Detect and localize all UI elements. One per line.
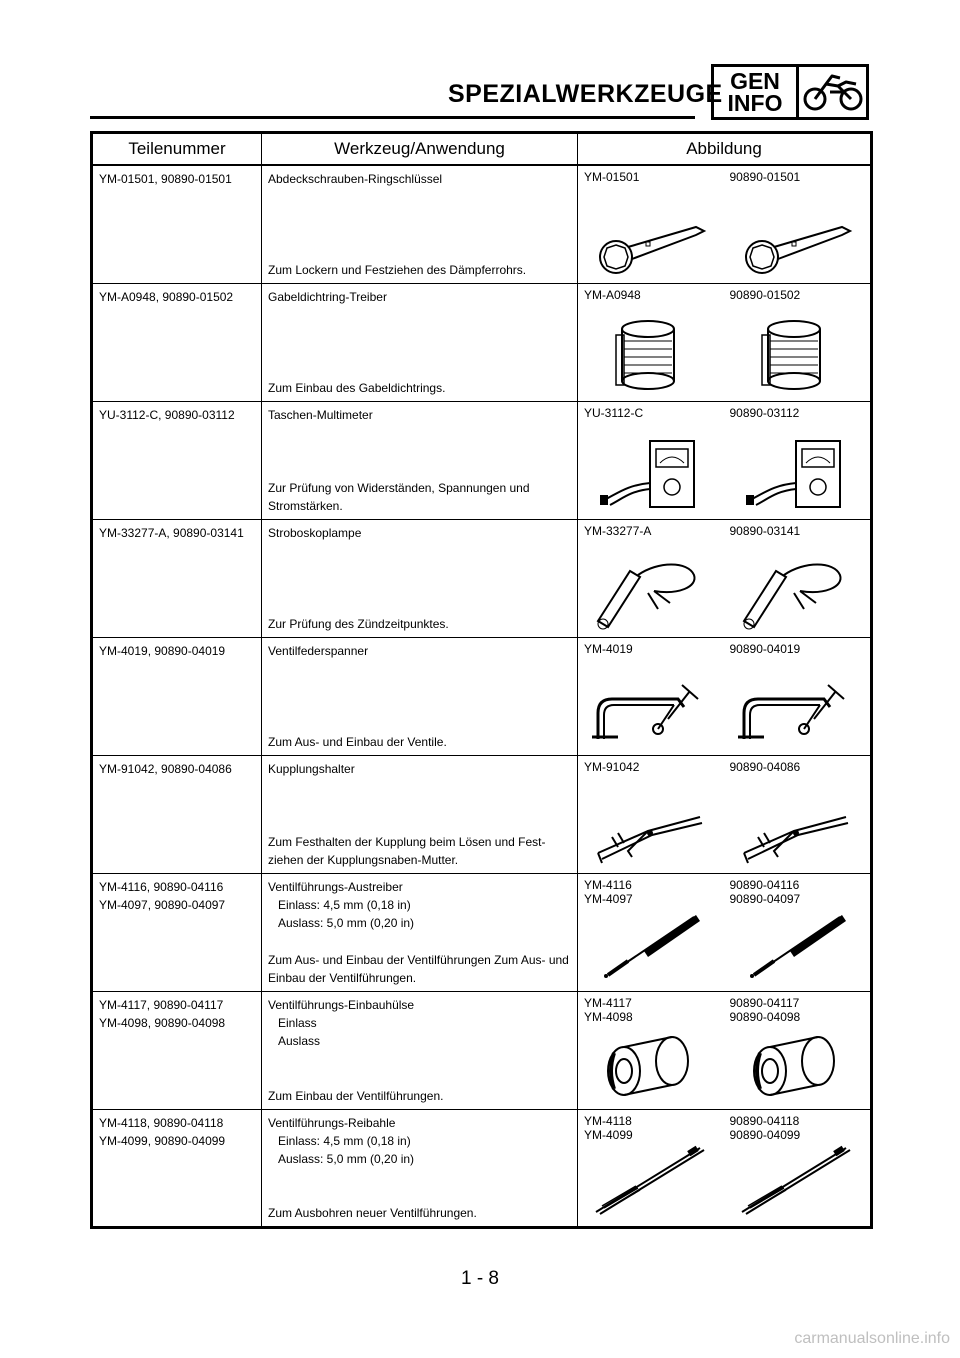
tool-spec: Einlass: 4,5 mm (0,18 in) — [278, 1133, 411, 1148]
part-number: YM-33277-A, 90890-03141 — [99, 525, 244, 540]
illustration-label: 90890-01502 — [729, 287, 801, 302]
tool-illustration-cell — [724, 755, 872, 873]
table-row — [92, 1109, 872, 1227]
tool-illustration-cell — [578, 401, 724, 519]
tool-illustration-cell — [578, 755, 724, 873]
illustration-label: 90890-04097 — [729, 891, 801, 906]
tool-spec: Auslass — [278, 1033, 321, 1048]
page-number: 1 - 8 — [460, 1268, 500, 1289]
tool-illustration-cell — [578, 519, 724, 637]
tool-purpose: Zum Lockern und Festziehen des Dämpferrohrs. — [268, 262, 527, 277]
tool-description-cell — [262, 637, 578, 755]
tool-spec: Einlass — [278, 1015, 317, 1030]
part-number-cell — [92, 519, 262, 637]
part-number-cell — [92, 637, 262, 755]
illustration-label: 90890-04099 — [729, 1127, 801, 1142]
tool-description-cell — [262, 873, 578, 991]
column-header: Teilenummer — [92, 133, 262, 166]
illustration-label: YM-4117 — [584, 995, 632, 1010]
tool-illustration-cell — [578, 165, 724, 283]
part-number: YM-4097, 90890-04097 — [99, 897, 226, 912]
tool-spec: Einlass: 4,5 mm (0,18 in) — [278, 897, 411, 912]
part-number: YM-4098, 90890-04098 — [99, 1015, 226, 1030]
illustration-label: YM-4116 — [584, 877, 632, 892]
illustration-label: 90890-04086 — [729, 759, 801, 774]
table-row — [92, 283, 872, 401]
badge-line1: GEN — [730, 68, 780, 94]
tool-purpose: Zur Prüfung von Widerständen, Spannungen und Stromstärken. — [268, 480, 530, 513]
illustration-label: 90890-04117 — [729, 995, 800, 1010]
tool-purpose: Zum Festhalten der Kupplung beim Lösen und Fest-ziehen der Kupplungsnaben-Mutter. — [268, 834, 546, 867]
special-tools-table — [90, 131, 873, 1229]
tool-purpose: Zum Einbau des Gabeldichtrings. — [268, 380, 446, 395]
tool-illustration-cell — [724, 283, 872, 401]
part-number: YU-3112-C, 90890-03112 — [99, 407, 235, 422]
tool-illustration-cell — [724, 165, 872, 283]
part-number: YM-A0948, 90890-01502 — [99, 289, 234, 304]
tool-illustration-cell — [578, 873, 724, 991]
motorcycle-icon — [799, 67, 866, 117]
column-header: Werkzeug/Anwendung — [262, 133, 578, 166]
tool-purpose: Zur Prüfung des Zündzeitpunktes. — [268, 616, 449, 631]
table-row — [92, 519, 872, 637]
part-number: YM-4099, 90890-04099 — [99, 1133, 226, 1148]
tool-spec: Auslass: 5,0 mm (0,20 in) — [278, 915, 415, 930]
section-badge — [711, 64, 869, 120]
tool-description-cell — [262, 165, 578, 283]
part-number-cell — [92, 873, 262, 991]
part-number: YM-4019, 90890-04019 — [99, 643, 226, 658]
illustration-label: YM-33277-A — [584, 523, 652, 538]
tool-name: Abdeckschrauben-Ringschlüssel — [268, 172, 443, 186]
illustration-label: YM-4099 — [584, 1127, 633, 1142]
part-number: YM-4118, 90890-04118 — [99, 1115, 224, 1130]
tool-name: Stroboskoplampe — [268, 525, 362, 540]
illustration-label: YM-4118 — [584, 1113, 632, 1128]
illustration-label: 90890-04118 — [729, 1113, 800, 1128]
illustration-label: YM-01501 — [584, 170, 640, 184]
badge-line2: INFO — [727, 90, 783, 116]
part-number-cell — [92, 165, 262, 283]
tool-name: Gabeldichtring-Treiber — [268, 289, 387, 304]
part-number-cell — [92, 401, 262, 519]
illustration-label: YU-3112-C — [584, 405, 644, 420]
tool-description-cell — [262, 283, 578, 401]
tool-name: Ventilführungs-Austreiber — [268, 879, 403, 894]
illustration-label: 90890-03141 — [729, 523, 801, 538]
tool-purpose: Zum Ausbohren neuer Ventilführungen. — [268, 1205, 477, 1220]
tool-description-cell — [262, 519, 578, 637]
part-number-cell — [92, 1109, 262, 1227]
tool-name: Taschen-Multimeter — [268, 407, 373, 422]
illustration-label: YM-91042 — [584, 759, 640, 774]
tool-purpose: Zum Aus- und Einbau der Ventile. — [268, 734, 447, 749]
part-number-cell — [92, 991, 262, 1109]
illustration-label: YM-4097 — [584, 891, 633, 906]
page-title: SPEZIALWERKZEUGE — [448, 80, 723, 108]
tool-description-cell — [262, 991, 578, 1109]
table-row — [92, 165, 872, 283]
tool-name: Ventilführungs-Reibahle — [268, 1115, 396, 1130]
tool-description-cell — [262, 1109, 578, 1227]
part-number-cell — [92, 755, 262, 873]
illustration-label: YM-4019 — [584, 641, 633, 656]
tool-illustration-cell — [724, 873, 872, 991]
table-header-row — [92, 133, 872, 166]
tool-illustration-cell — [724, 637, 872, 755]
table-row — [92, 401, 872, 519]
part-number: YM-91042, 90890-04086 — [99, 761, 232, 776]
badge-text — [714, 67, 799, 117]
illustration-label: 90890-04098 — [729, 1009, 801, 1024]
table-row — [92, 991, 872, 1109]
tool-illustration-cell — [578, 283, 724, 401]
illustration-label: 90890-03112 — [729, 405, 800, 420]
table-row — [92, 637, 872, 755]
tool-name: Ventilfederspanner — [268, 643, 369, 658]
tool-illustration-cell — [724, 519, 872, 637]
tool-purpose: Zum Einbau der Ventilführungen. — [268, 1088, 444, 1103]
watermark: carmanualsonline.info — [794, 1330, 950, 1347]
tool-name: Kupplungshalter — [268, 761, 355, 776]
tool-illustration-cell — [578, 1109, 724, 1227]
tool-illustration-cell — [578, 637, 724, 755]
header-rule — [90, 116, 695, 119]
tool-description-cell — [262, 401, 578, 519]
part-number: YM-4116, 90890-04116 — [99, 879, 224, 894]
illustration-label: YM-A0948 — [584, 287, 641, 302]
part-number: YM-4117, 90890-04117 — [99, 997, 224, 1012]
tool-illustration-cell — [578, 991, 724, 1109]
tool-illustration-cell — [724, 991, 872, 1109]
tool-name: Ventilführungs-Einbauhülse — [268, 997, 415, 1012]
tool-purpose: Zum Aus- und Einbau der Ventilführungen Zum Aus- und Einbau der Ventilführungen. — [268, 952, 569, 985]
illustration-label: 90890-04116 — [729, 877, 800, 892]
table-row — [92, 873, 872, 991]
tool-illustration-cell — [724, 401, 872, 519]
column-header: Abbildung — [578, 133, 872, 166]
tool-spec: Auslass: 5,0 mm (0,20 in) — [278, 1151, 415, 1166]
tool-illustration-cell — [724, 1109, 872, 1227]
illustration-label: 90890-01501 — [729, 170, 801, 184]
part-number-cell — [92, 283, 262, 401]
part-number: YM-01501, 90890-01501 — [99, 172, 232, 186]
table-row — [92, 755, 872, 873]
illustration-label: 90890-04019 — [729, 641, 801, 656]
illustration-label: YM-4098 — [584, 1009, 633, 1024]
tool-description-cell — [262, 755, 578, 873]
